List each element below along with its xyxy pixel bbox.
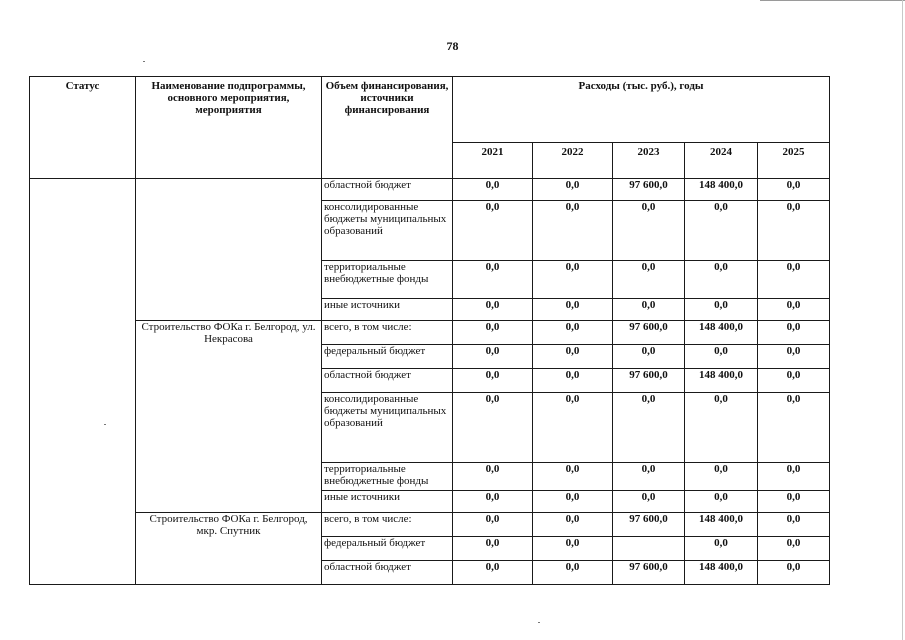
funding-source-cell: федеральный бюджет [322,537,453,561]
value-cell: 0,0 [758,463,830,491]
value-cell: 0,0 [453,201,533,261]
value-cell: 0,0 [453,491,533,513]
funding-source-cell: федеральный бюджет [322,345,453,369]
year-header: 2024 [685,143,758,179]
page-right-edge-line [902,0,903,640]
funding-source-cell: консолидированные бюджеты муниципальных образований [322,393,453,463]
funding-source-cell: областной бюджет [322,179,453,201]
value-cell: 0,0 [758,321,830,345]
value-cell: 0,0 [533,201,613,261]
funding-source-cell: областной бюджет [322,369,453,393]
value-cell: 0,0 [613,345,685,369]
value-cell: 97 600,0 [613,369,685,393]
value-cell: 0,0 [453,537,533,561]
value-cell: 0,0 [758,299,830,321]
value-cell: 0,0 [533,561,613,585]
value-cell: 0,0 [453,321,533,345]
budget-table [29,76,830,585]
value-cell: 0,0 [533,537,613,561]
funding-source-cell: всего, в том числе: [322,513,453,537]
value-cell: 0,0 [685,393,758,463]
value-cell: 0,0 [533,299,613,321]
value-cell: 0,0 [685,261,758,299]
value-cell: 97 600,0 [613,561,685,585]
value-cell: 0,0 [758,491,830,513]
value-cell: 0,0 [533,345,613,369]
value-cell: 0,0 [758,345,830,369]
value-cell: 0,0 [533,261,613,299]
value-cell: 0,0 [533,513,613,537]
value-cell: 0,0 [685,299,758,321]
value-cell: 0,0 [533,491,613,513]
value-cell: 0,0 [613,299,685,321]
scan-speck [538,622,540,623]
value-cell [613,537,685,561]
funding-source-cell: иные источники [322,299,453,321]
status-header: Статус [30,77,136,179]
page-top-edge-line [760,0,905,1]
header-row [30,77,830,143]
name-header: Наименование подпрограммы, основного мероприятия, мероприятия [136,77,322,179]
funding-source-cell: консолидированные бюджеты муниципальных образований [322,201,453,261]
year-header: 2021 [453,143,533,179]
value-cell: 0,0 [685,345,758,369]
value-cell: 97 600,0 [613,513,685,537]
value-cell: 148 400,0 [685,321,758,345]
source-header: Объем финансирования, источники финансирования [322,77,453,179]
value-cell: 0,0 [613,201,685,261]
value-cell: 0,0 [685,537,758,561]
value-cell: 0,0 [758,561,830,585]
value-cell: 0,0 [453,561,533,585]
funding-source-cell: областной бюджет [322,561,453,585]
value-cell: 0,0 [758,537,830,561]
value-cell: 148 400,0 [685,369,758,393]
value-cell: 0,0 [533,321,613,345]
value-cell: 148 400,0 [685,513,758,537]
value-cell: 0,0 [613,261,685,299]
table-row [30,513,830,537]
table-row [30,321,830,345]
value-cell: 0,0 [758,369,830,393]
page-number: 78 [446,39,459,53]
table-row [30,179,830,201]
value-cell: 0,0 [685,201,758,261]
value-cell: 0,0 [685,463,758,491]
value-cell: 0,0 [453,393,533,463]
scan-speck [143,61,145,62]
value-cell: 0,0 [533,369,613,393]
year-header: 2023 [613,143,685,179]
value-cell: 0,0 [758,393,830,463]
funding-source-cell: всего, в том числе: [322,321,453,345]
value-cell: 148 400,0 [685,561,758,585]
value-cell: 0,0 [453,299,533,321]
value-cell: 97 600,0 [613,179,685,201]
value-cell: 0,0 [453,513,533,537]
value-cell: 0,0 [613,491,685,513]
value-cell: 0,0 [453,369,533,393]
value-cell: 0,0 [613,393,685,463]
funding-source-cell: иные источники [322,491,453,513]
value-cell: 0,0 [758,261,830,299]
value-cell: 0,0 [613,463,685,491]
year-header: 2022 [533,143,613,179]
value-cell: 0,0 [758,179,830,201]
value-cell: 0,0 [533,463,613,491]
value-cell: 0,0 [758,201,830,261]
year-header: 2025 [758,143,830,179]
funding-source-cell: территориальные внебюджетные фонды [322,261,453,299]
value-cell: 148 400,0 [685,179,758,201]
activity-name-cell [136,179,322,321]
activity-name-cell: Строительство ФОКа г. Белгород, ул. Некрасова [136,321,322,513]
activity-name-cell: Строительство ФОКа г. Белгород, мкр. Спутник [136,513,322,585]
value-cell: 0,0 [533,393,613,463]
value-cell: 0,0 [453,463,533,491]
value-cell: 0,0 [758,513,830,537]
expenses-header: Расходы (тыс. руб.), годы [453,77,830,143]
value-cell: 0,0 [685,491,758,513]
status-cell [30,179,136,585]
value-cell: 0,0 [453,261,533,299]
funding-source-cell: территориальные внебюджетные фонды [322,463,453,491]
value-cell: 0,0 [453,179,533,201]
value-cell: 0,0 [533,179,613,201]
value-cell: 97 600,0 [613,321,685,345]
value-cell: 0,0 [453,345,533,369]
